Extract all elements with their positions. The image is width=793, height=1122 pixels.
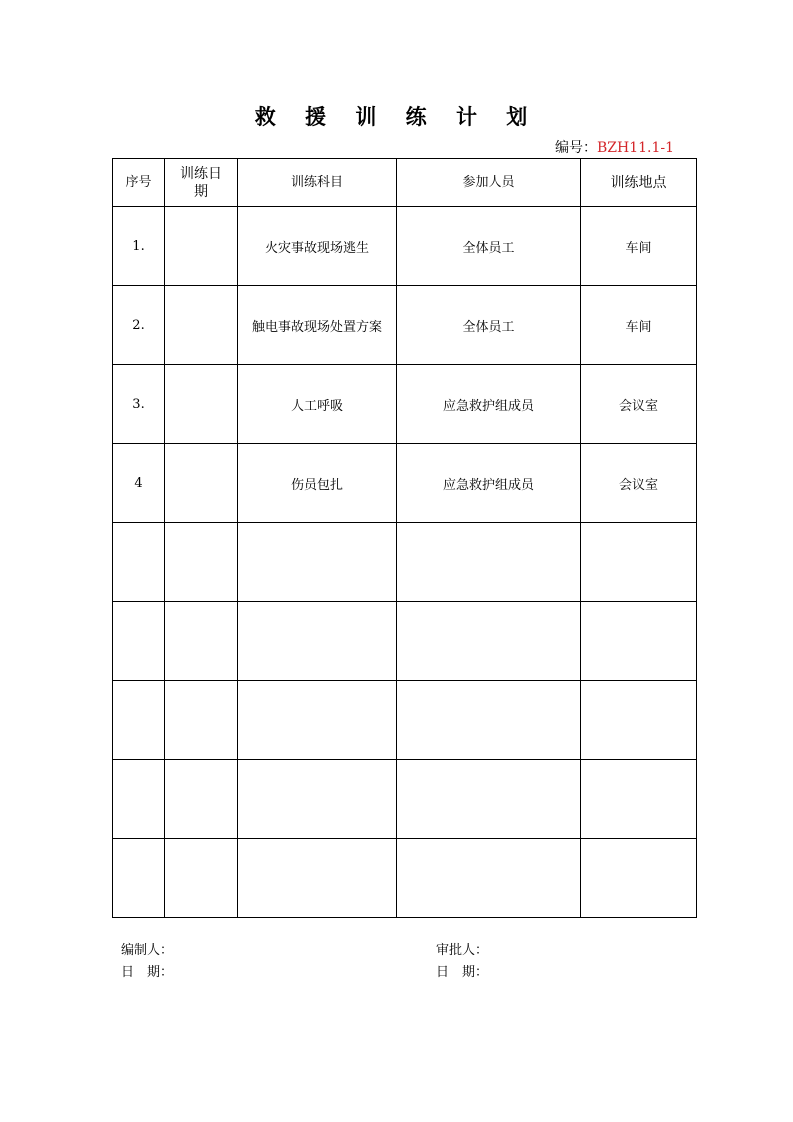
training-plan-table [112, 158, 697, 918]
table-row [113, 444, 697, 523]
table-row [113, 365, 697, 444]
cell-date [165, 681, 238, 760]
table-row [113, 523, 697, 602]
document-code-label: 编号： [555, 140, 597, 156]
table-row [113, 286, 697, 365]
header-location: 训练地点 [581, 159, 697, 207]
page-title: 救 援 训 练 计 划 [254, 105, 539, 129]
header-date-text: 训练日期 [180, 165, 222, 200]
cell-date [165, 602, 238, 681]
cell-participants: 全体员工 [397, 207, 581, 286]
cell-date [165, 365, 238, 444]
cell-subject: 触电事故现场处置方案 [238, 286, 397, 365]
cell-no [113, 681, 165, 760]
cell-location [581, 602, 697, 681]
cell-subject: 火灾事故现场逃生 [238, 207, 397, 286]
cell-location [581, 760, 697, 839]
cell-subject: 伤员包扎 [238, 444, 397, 523]
cell-location: 会议室 [581, 365, 697, 444]
cell-participants [397, 602, 581, 681]
header-date [165, 159, 238, 207]
cell-no [113, 760, 165, 839]
prepared-by-label: 编制人： [121, 943, 174, 958]
prepared-date-label: 日 期： [121, 965, 174, 980]
table-header-row [113, 159, 697, 207]
cell-participants: 应急救护组成员 [397, 365, 581, 444]
document-code-value: BZH11.1-1 [597, 140, 675, 156]
cell-date [165, 760, 238, 839]
cell-subject [238, 523, 397, 602]
cell-date [165, 286, 238, 365]
cell-participants: 全体员工 [397, 286, 581, 365]
cell-no [113, 523, 165, 602]
cell-date [165, 207, 238, 286]
cell-participants: 应急救护组成员 [397, 444, 581, 523]
cell-subject [238, 839, 397, 918]
cell-participants [397, 760, 581, 839]
header-subject: 训练科目 [238, 159, 397, 207]
cell-no [113, 602, 165, 681]
approved-date-label: 日 期： [436, 965, 489, 980]
cell-date [165, 523, 238, 602]
document-code [555, 138, 674, 158]
cell-location [581, 839, 697, 918]
cell-no: 2. [113, 286, 165, 365]
table-row [113, 839, 697, 918]
cell-no: 3. [113, 365, 165, 444]
cell-no: 4 [113, 444, 165, 523]
header-no: 序号 [113, 159, 165, 207]
table-row [113, 602, 697, 681]
header-participants: 参加人员 [397, 159, 581, 207]
table-row [113, 207, 697, 286]
cell-location: 会议室 [581, 444, 697, 523]
cell-participants [397, 839, 581, 918]
cell-no: 1. [113, 207, 165, 286]
cell-location [581, 681, 697, 760]
cell-no [113, 839, 165, 918]
cell-location [581, 523, 697, 602]
table-row [113, 681, 697, 760]
cell-location: 车间 [581, 207, 697, 286]
table-row [113, 760, 697, 839]
cell-date [165, 839, 238, 918]
cell-participants [397, 681, 581, 760]
footer-approved [436, 940, 488, 984]
cell-location: 车间 [581, 286, 697, 365]
footer-prepared [121, 940, 173, 984]
cell-subject [238, 681, 397, 760]
cell-date [165, 444, 238, 523]
cell-subject [238, 760, 397, 839]
cell-subject: 人工呼吸 [238, 365, 397, 444]
cell-participants [397, 523, 581, 602]
approved-by-label: 审批人： [436, 943, 489, 958]
cell-subject [238, 602, 397, 681]
